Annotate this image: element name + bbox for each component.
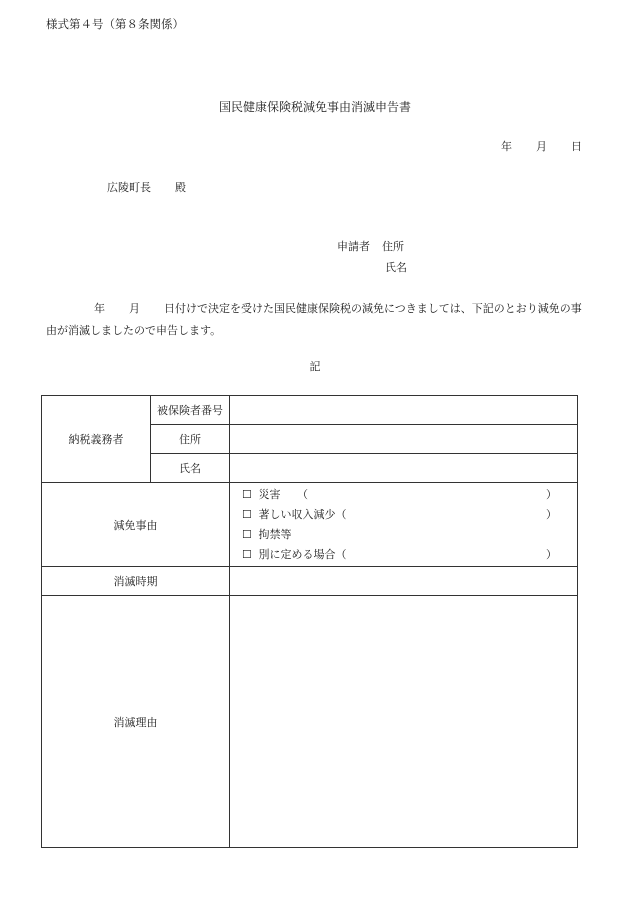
document-title: 国民健康保険税減免事由消滅申告書 bbox=[218, 100, 411, 114]
checkbox-icon[interactable]: ☐ bbox=[242, 528, 252, 541]
table-row bbox=[42, 396, 578, 425]
taxpayer-name-field[interactable] bbox=[230, 454, 578, 483]
checkbox-icon[interactable]: ☐ bbox=[242, 548, 252, 561]
reason-paren-close: ） bbox=[546, 488, 557, 501]
date-month-label: 月 bbox=[536, 140, 547, 153]
insured-number-field[interactable] bbox=[230, 396, 578, 425]
applicant-address-line bbox=[337, 238, 404, 254]
taxpayer-name-label: 氏名 bbox=[151, 454, 230, 483]
reason-option-income-decrease[interactable] bbox=[242, 505, 577, 525]
reason-paren-close: ） bbox=[546, 508, 557, 521]
extinction-reason-label: 消滅理由 bbox=[42, 596, 230, 848]
table-row bbox=[42, 596, 578, 848]
reduction-reason-label: 減免事由 bbox=[42, 483, 230, 567]
reason-label: 拘禁等 bbox=[258, 528, 292, 541]
declaration-table bbox=[41, 395, 578, 848]
date-line bbox=[501, 138, 582, 154]
reason-paren-close: ） bbox=[546, 548, 557, 561]
addressee bbox=[107, 179, 186, 195]
table-row bbox=[42, 567, 578, 596]
addressee-name: 広陵町長 bbox=[107, 181, 151, 194]
reason-option-disaster[interactable] bbox=[242, 485, 577, 505]
taxpayer-address-field[interactable] bbox=[230, 425, 578, 454]
body-text: 日付けで決定を受けた国民健康保険税の減免につきましては、下記のとおり減免の事由が消滅しましたので申告します。 bbox=[46, 302, 582, 337]
reason-label: 別に定める場合（ bbox=[258, 548, 347, 561]
form-number: 様式第４号（第８条関係） bbox=[46, 17, 184, 31]
reason-label: 災害 （ bbox=[258, 488, 308, 501]
table-row bbox=[42, 483, 578, 567]
extinction-time-field[interactable] bbox=[230, 567, 578, 596]
body-paragraph bbox=[46, 298, 586, 342]
checkbox-icon[interactable]: ☐ bbox=[242, 488, 252, 501]
body-month-label: 月 bbox=[129, 302, 140, 315]
body-year-label: 年 bbox=[94, 302, 105, 315]
date-day-label: 日 bbox=[571, 140, 582, 153]
date-year-label: 年 bbox=[501, 140, 512, 153]
ki-heading: 記 bbox=[309, 360, 321, 373]
reason-option-other[interactable] bbox=[242, 545, 577, 565]
taxpayer-address-label: 住所 bbox=[151, 425, 230, 454]
applicant-address-label: 住所 bbox=[382, 240, 404, 253]
reason-label: 著しい収入減少（ bbox=[258, 508, 347, 521]
applicant-label: 申請者 bbox=[337, 240, 370, 253]
taxpayer-label: 納税義務者 bbox=[42, 396, 151, 483]
applicant-name-label: 氏名 bbox=[385, 261, 407, 274]
reduction-reason-options bbox=[230, 483, 578, 567]
extinction-reason-field[interactable] bbox=[230, 596, 578, 848]
addressee-honorific: 殿 bbox=[175, 181, 186, 194]
reason-option-detention[interactable] bbox=[242, 525, 577, 545]
extinction-time-label: 消滅時期 bbox=[42, 567, 230, 596]
insured-number-label: 被保険者番号 bbox=[151, 396, 230, 425]
checkbox-icon[interactable]: ☐ bbox=[242, 508, 252, 521]
